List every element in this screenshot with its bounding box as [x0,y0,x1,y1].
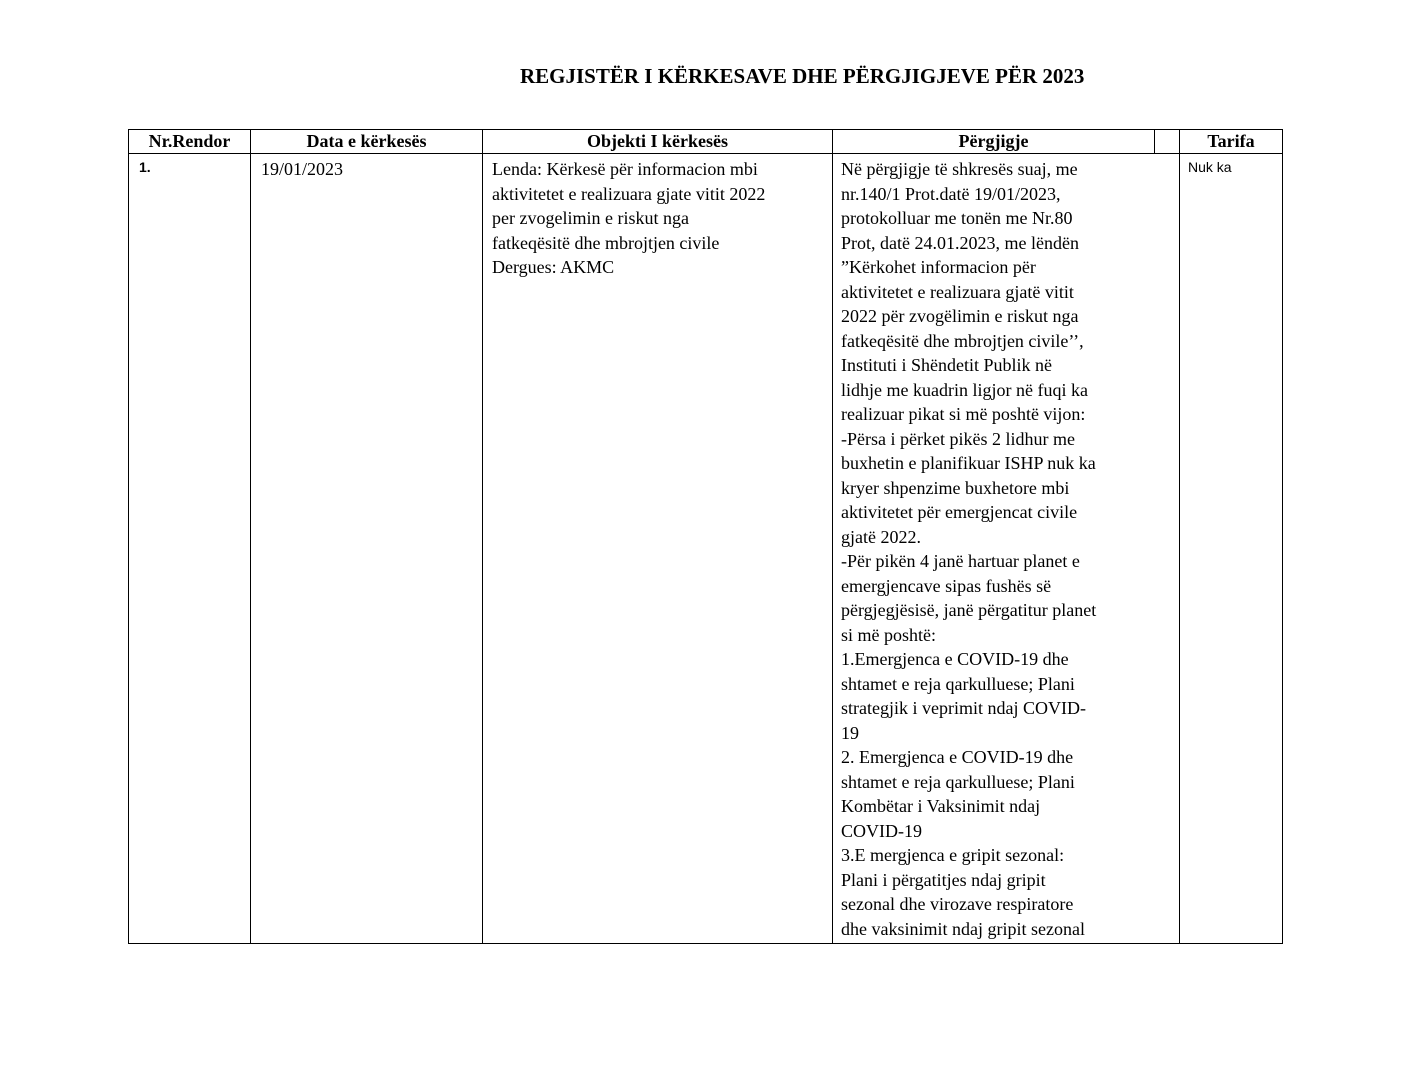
header-request-date: Data e kërkesës [251,130,483,154]
response-line: si më poshtë: [841,624,936,645]
row-number: 1. [129,154,251,944]
response-line: Në përgjigje të shkresës suaj, me [841,159,1078,179]
header-blank [1155,130,1180,154]
header-request-object: Objekti I kërkesës [483,130,833,154]
request-register-table [128,129,1283,944]
response-text [833,154,1180,944]
table-header-row [129,130,1283,154]
response-line: përgjegjësisë, janë përgatitur planet [841,600,1097,620]
table-row [129,154,1283,944]
response-line: dhe vaksinimit ndaj gripit sezonal [841,918,1085,939]
object-line: Lenda: Kërkesë për informacion mbi [492,159,758,179]
response-line: 3.E mergjenca e gripit sezonal: [841,845,1065,865]
object-line: Dergues: AKMC [492,257,615,277]
response-line: Instituti i Shëndetit Publik në [841,355,1052,375]
response-line: strategjik i veprimit ndaj COVID- [841,698,1086,718]
response-line: aktivitetet për emergjencat civile [841,502,1078,522]
object-line: fatkeqësitë dhe mbrojtjen civile [492,232,720,253]
object-line: per zvogelimin e riskut nga [492,208,689,228]
response-line: gjatë 2022. [841,526,921,547]
response-line: protokolluar me tonën me Nr.80 [841,208,1073,228]
request-object [483,154,833,944]
response-line: emergjencave sipas fushës së [841,575,1052,596]
header-fee: Tarifa [1180,130,1283,154]
header-response: Përgjigje [833,130,1155,154]
response-line: fatkeqësitë dhe mbrojtjen civile’’, [841,330,1084,351]
object-line: aktivitetet e realizuara gjate vitit 2022 [492,183,766,204]
header-nr-rendor: Nr.Rendor [129,130,251,154]
response-line: Kombëtar i Vaksinimit ndaj [841,796,1041,816]
response-line: 2. Emergjenca e COVID-19 dhe [841,747,1074,767]
response-line: shtamet e reja qarkulluese; Plani [841,771,1075,792]
response-line: lidhje me kuadrin ligjor në fuqi ka [841,379,1088,400]
response-line: realizuar pikat si më poshtë vijon: [841,404,1086,424]
response-line: -Për pikën 4 janë hartuar planet e [841,551,1080,571]
document-title: REGJISTËR I KËRKESAVE DHE PËRGJIGJEVE PËR 2023 [520,64,1085,88]
response-line: sezonal dhe virozave respiratore [841,894,1074,914]
request-date: 19/01/2023 [251,154,483,944]
response-line: shtamet e reja qarkulluese; Plani [841,673,1075,694]
response-line: -Përsa i përket pikës 2 lidhur me [841,428,1075,449]
response-line: Prot, datë 24.01.2023, me lëndën [841,232,1079,253]
response-line: kryer shpenzime buxhetore mbi [841,477,1070,498]
fee-value: Nuk ka [1180,154,1283,944]
response-line: aktivitetet e realizuara gjatë vitit [841,281,1074,302]
response-line: 2022 për zvogëlimin e riskut nga [841,306,1079,326]
response-line: 19 [841,722,859,743]
response-line: buxhetin e planifikuar ISHP nuk ka [841,453,1096,473]
response-line: 1.Emergjenca e COVID-19 dhe [841,649,1069,669]
response-line: COVID-19 [841,820,922,841]
response-line: ”Kërkohet informacion për [841,257,1036,277]
response-line: Plani i përgatitjes ndaj gripit [841,869,1046,890]
response-line: nr.140/1 Prot.datë 19/01/2023, [841,183,1061,204]
